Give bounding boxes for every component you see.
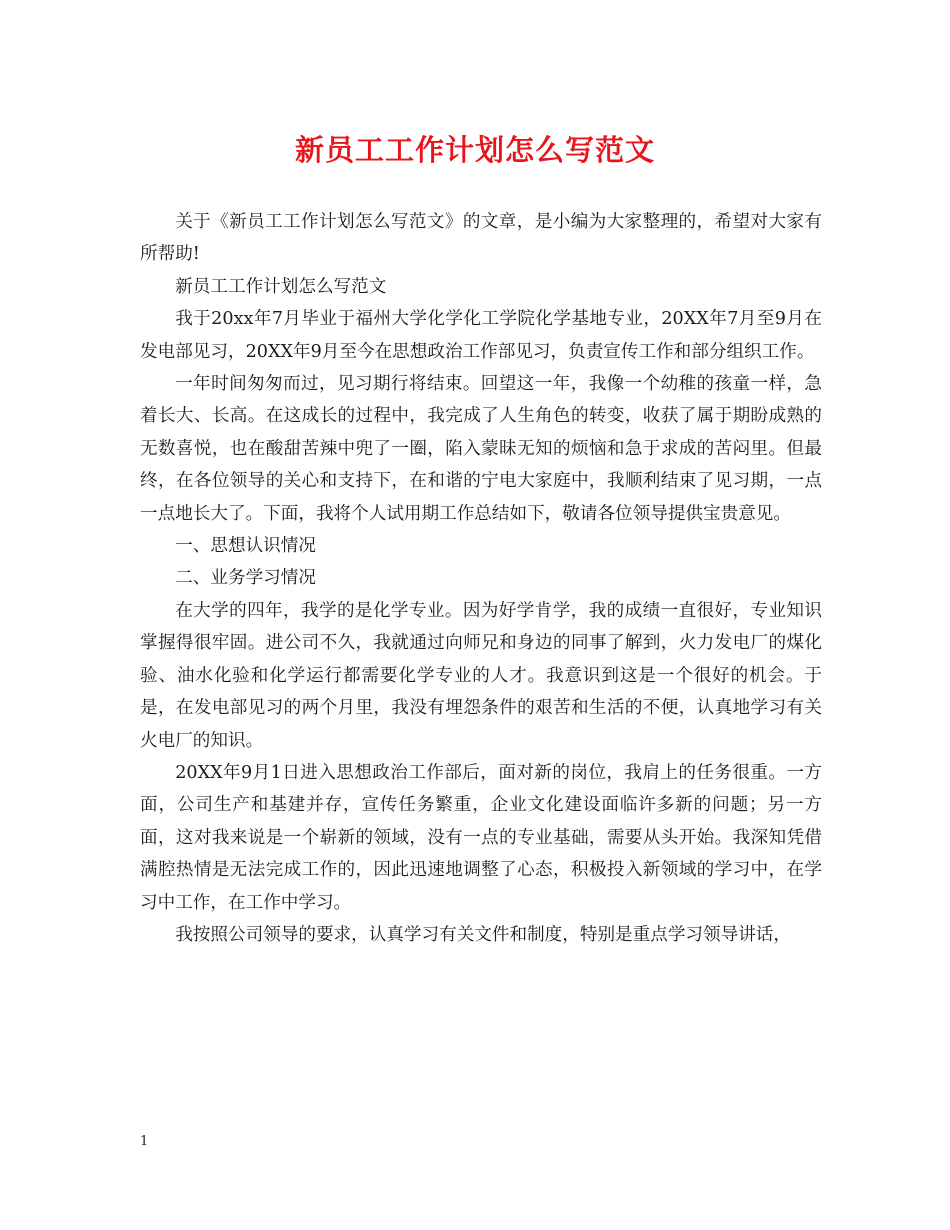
paragraph-subtitle: 新员工工作计划怎么写范文	[175, 276, 387, 297]
page-number: 1	[140, 1134, 149, 1149]
paragraph-year-review: 一年时间匆匆而过，见习期行将结束。回望这一年，我像一个幼稚的孩童一样，急着长大、长高。在这成长的过程中，我完成了人生角色的转变，收获了属于期盼成熟的无数喜悦，也在酸甜苦辣中兜了一圈，陷入蒙昧无知的烦恼和急于求成的苦闷里。但最终，在各位领导的关心和支持下，在和谐的宁电大家庭中，我顺利结束了见习期，一点一点地长大了。下面，我将个人试用期工作总结如下，敬请各位领导提供宝贵意见。	[140, 374, 822, 524]
paragraph-background: 我于20xx年7月毕业于福州大学化学化工学院化学基地专业，20XX年7月至9月在发电部见习，20XX年9月至今在思想政治工作部见习，负责宣传工作和部分组织工作。	[140, 309, 822, 362]
paragraph-intro: 关于《新员工工作计划怎么写范文》的文章，是小编为大家整理的，希望对大家有所帮助!	[140, 212, 822, 265]
section-heading-study: 二、业务学习情况	[175, 568, 316, 589]
document-title: 新员工工作计划怎么写范文	[294, 133, 655, 167]
paragraph-new-post: 20XX年9月1日进入思想政治工作部后，面对新的岗位，我肩上的任务很重。一方面，公司生产和基建并存，宣传任务繁重，企业文化建设面临许多新的问题；另一方面，这对我来说是一个崭新的领域，没有一点的专业基础，需要从头开始。我深知凭借满腔热情是无法完成工作的，因此迅速地调整了心态，积极投入新领域的学习中，在学习中工作，在工作中学习。	[140, 762, 822, 913]
document-body	[140, 206, 822, 951]
paragraph-requirements: 我按照公司领导的要求，认真学习有关文件和制度，特别是重点学习领导讲话，	[175, 924, 791, 945]
paragraph-university: 在大学的四年，我学的是化学专业。因为好学肯学，我的成绩一直很好，专业知识掌握得很牢固。进公司不久，我就通过向师兄和身边的同事了解到，火力发电厂的煤化验、油水化验和化学运行都需要化学专业的人才。我意识到这是一个很好的机会。于是，在发电部见习的两个月里，我没有埋怨条件的艰苦和生活的不便，认真地学习有关火电厂的知识。	[140, 600, 822, 751]
section-heading-thought: 一、思想认识情况	[175, 536, 316, 557]
